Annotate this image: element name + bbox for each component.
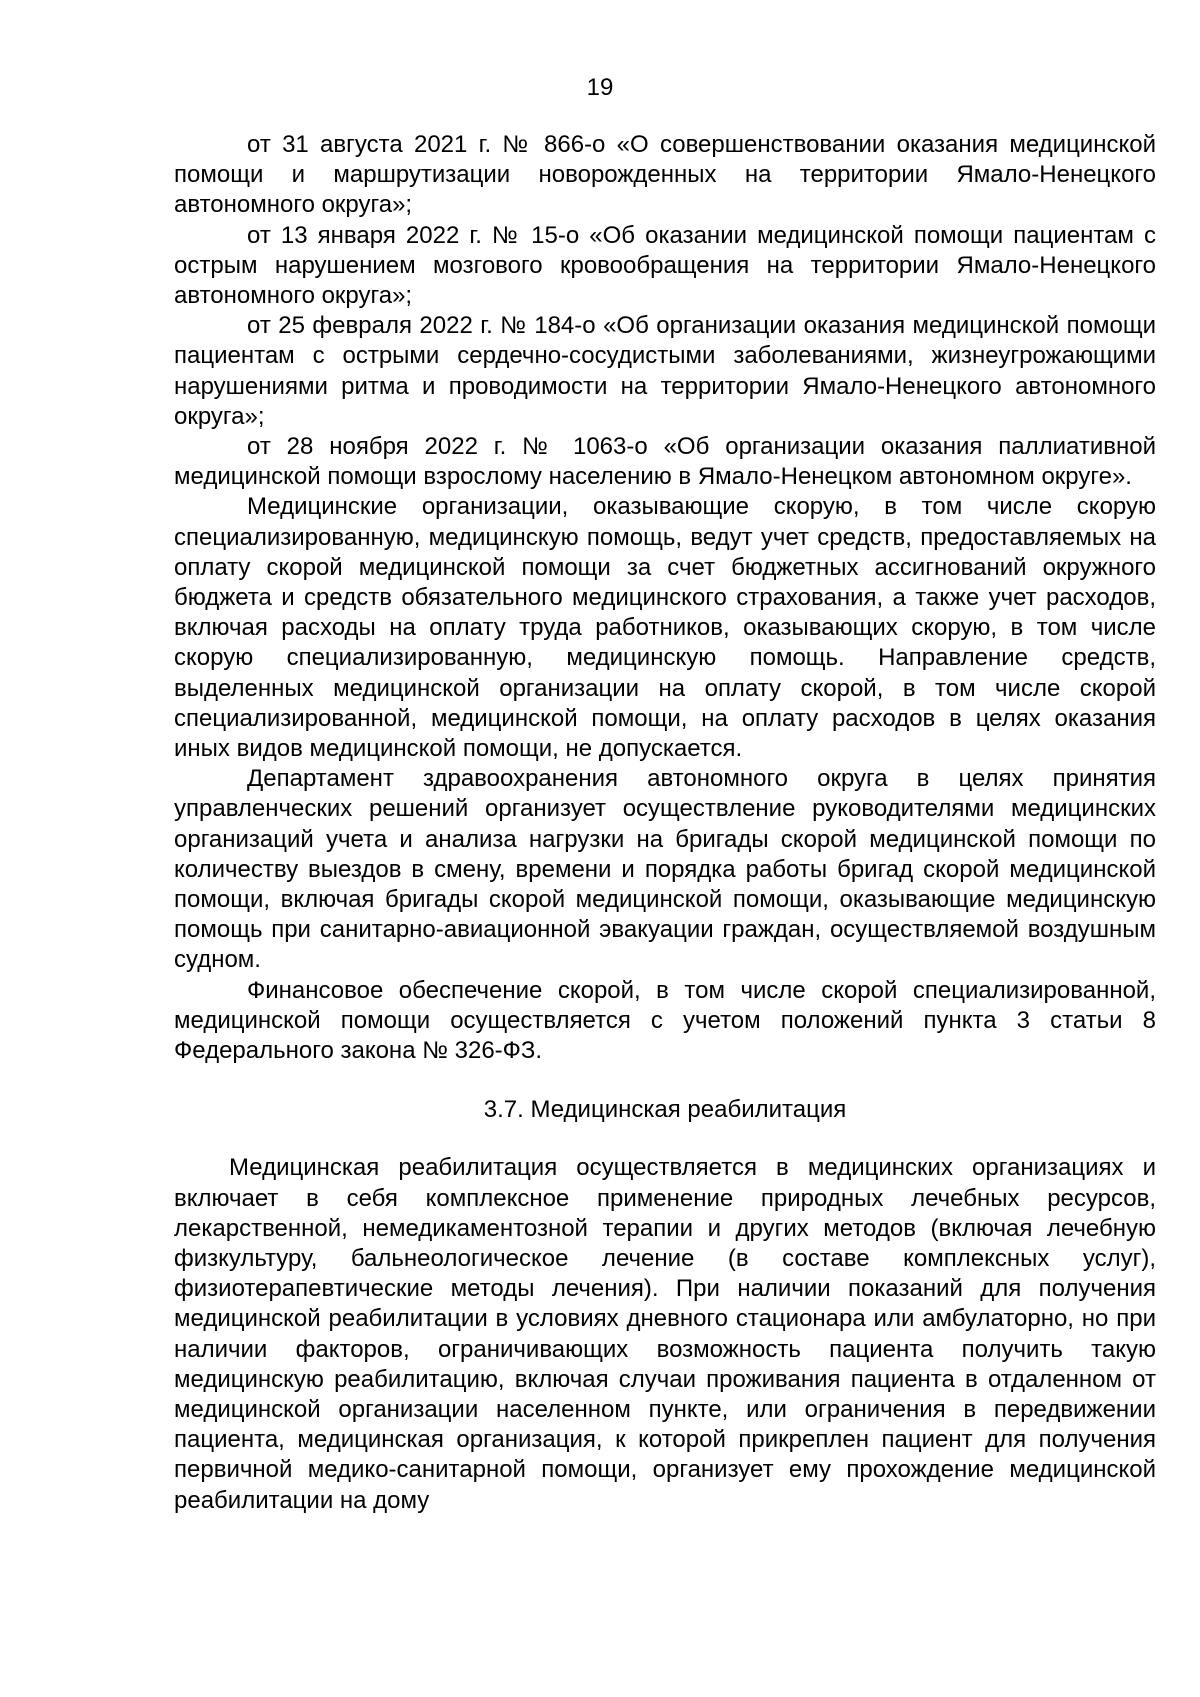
page-number: 19: [586, 74, 614, 101]
paragraph-emergency-funds-accounting: Медицинские организации, оказывающие скорую, в том числе скорую специализированную, медицинскую помощь, ведут учет средств, предоставляемых на оплату скорой медицинской помощи за счет бюджетных ассигнований окружного бюджета и средств обязательного медицинского страхования, а также учет расходов, включая расходы на оплату труда работников, оказывающих скорую, в том числе скорую специализированную, медицинскую помощь. Направление средств, выделенных медицинской организации на оплату скорой, в том числе скорой специализированной, медицинской помощи, на оплату расходов в целях оказания иных видов медицинской помощи, не допускается.: [174, 493, 1156, 763]
section-heading: 3.7. Медицинская реабилитация: [483, 1096, 847, 1124]
document-body: [174, 130, 1156, 1516]
paragraph-order-1063: от 28 ноября 2022 г. № 1063-о «Об организации оказания паллиативной медицинской помощи взрослому населению в Ямало-Ненецком автономном округе».: [174, 433, 1156, 491]
paragraph-medical-rehabilitation: Медицинская реабилитация осуществляется в медицинских организациях и включает в себя комплексное применение природных лечебных ресурсов, лекарственной, немедикаментозной терапии и других методов (включая лечебную физкультуру, бальнеологическое лечение (в составе комплексных услуг), физиотерапевтические методы лечения). При наличии показаний для получения медицинской реабилитации в условиях дневного стационара или амбулаторно, но при наличии факторов, ограничивающих возможность пациента получить такую медицинскую реабилитацию, включая случаи проживания пациента в отдаленном от медицинской организации населенном пункте, или ограничения в передвижении пациента, медицинская организация, к которой прикреплен пациент для получения первичной медико-санитарной помощи, организует ему прохождение медицинской реабилитации на дому: [174, 1154, 1156, 1514]
paragraph-order-184: от 25 февраля 2022 г. № 184-о «Об организации оказания медицинской помощи пациентам с острыми сердечно-сосудистыми заболеваниями, жизнеугрожающими нарушениями ритма и проводимости на территории Ямало-Ненецкого автономного округа»;: [174, 312, 1156, 430]
paragraph-order-866: от 31 августа 2021 г. № 866-о «О совершенствовании оказания медицинской помощи и маршрутизации новорожденных на территории Ямало-Ненецкого автономного округа»;: [174, 131, 1156, 219]
paragraph-emergency-brigades-analysis: Департамент здравоохранения автономного округа в целях принятия управленческих решений организует осуществление руководителями медицинских организаций учета и анализа нагрузки на бригады скорой медицинской помощи по количеству выездов в смену, времени и порядка работы бригад скорой медицинской помощи, включая бригады скорой медицинской помощи, оказывающие медицинскую помощь при санитарно-авиационной эвакуации граждан, осуществляемой воздушным судном.: [174, 765, 1156, 974]
paragraph-order-15: от 13 января 2022 г. № 15-о «Об оказании медицинской помощи пациентам с острым нарушением мозгового кровообращения на территории Ямало-Ненецкого автономного округа»;: [174, 221, 1156, 310]
paragraph-emergency-financing: Финансовое обеспечение скорой, в том числе скорой специализированной, медицинской помощи осуществляется с учетом положений пункта 3 статьи 8 Федерального закона № 326-ФЗ.: [174, 976, 1156, 1065]
